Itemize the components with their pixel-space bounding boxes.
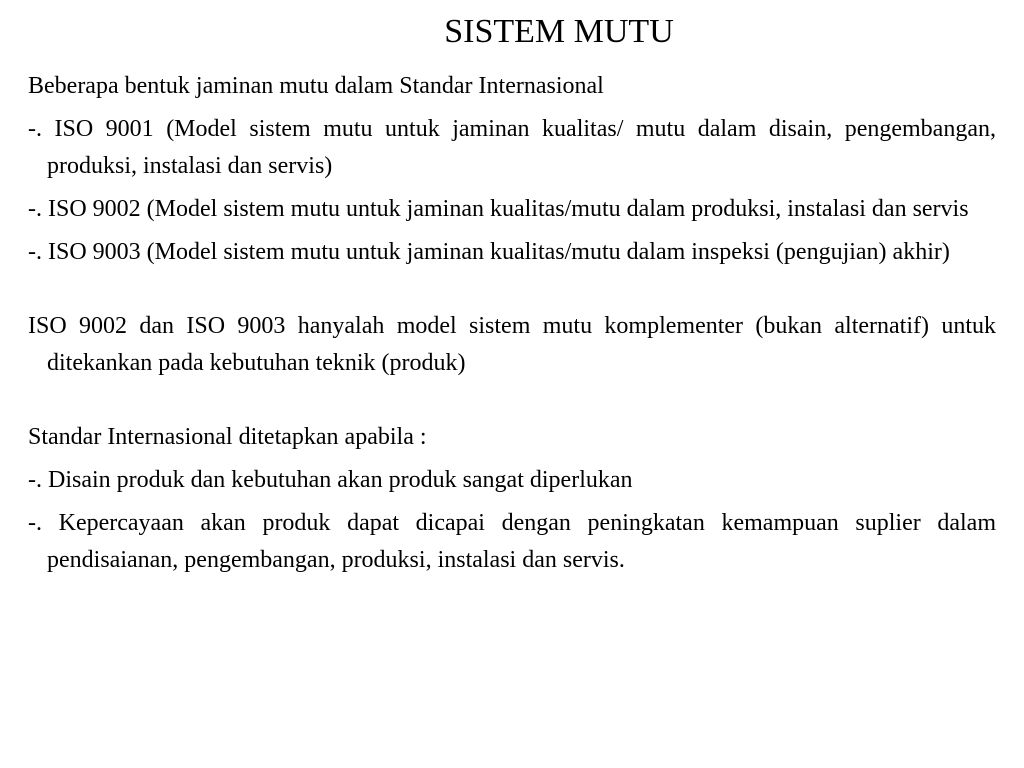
iso-9002-item: -. ISO 9002 (Model sistem mutu untuk jaminan kualitas/mutu dalam produksi, instalasi dan servis bbox=[28, 196, 969, 222]
slide-body bbox=[28, 68, 996, 585]
conditions-heading: Standar Internasional ditetapkan apabila : bbox=[28, 424, 427, 450]
intro-paragraph: Beberapa bentuk jaminan mutu dalam Standar Internasional bbox=[28, 73, 604, 99]
slide-title: SISTEM MUTU bbox=[444, 13, 674, 50]
iso-9003-item: -. ISO 9003 (Model sistem mutu untuk jaminan kualitas/mutu dalam inspeksi (pengujian) akhir) bbox=[28, 239, 950, 265]
iso-9001-item: -. ISO 9001 (Model sistem mutu untuk jaminan kualitas/ mutu dalam disain, pengembangan, produksi, instalasi dan servis) bbox=[28, 116, 996, 179]
complement-paragraph: ISO 9002 dan ISO 9003 hanyalah model sistem mutu komplementer (bukan alternatif) untuk ditekankan pada kebutuhan teknik (produk) bbox=[28, 313, 996, 376]
condition-item-trust: -. Kepercayaan akan produk dapat dicapai dengan peningkatan kemampuan suplier dalam pendisaianan, pengembangan, produksi, instalasi dan servis. bbox=[28, 510, 996, 573]
condition-item-design: -. Disain produk dan kebutuhan akan produk sangat diperlukan bbox=[28, 467, 633, 493]
